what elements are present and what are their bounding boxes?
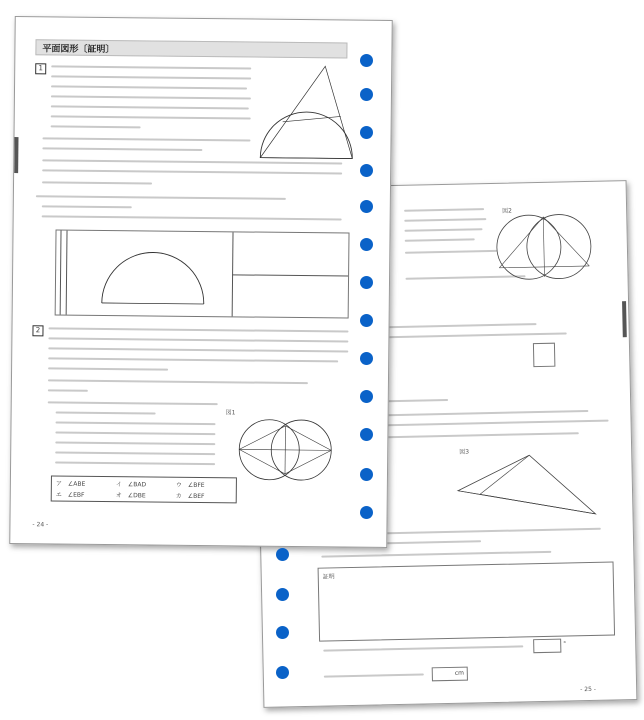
proof-answer-box[interactable] bbox=[318, 561, 615, 641]
text-line bbox=[323, 645, 523, 651]
front-worksheet-page bbox=[9, 16, 393, 548]
answer-box[interactable] bbox=[533, 343, 555, 367]
binder-hole bbox=[276, 666, 289, 679]
answer-box[interactable] bbox=[432, 667, 468, 682]
text-line bbox=[324, 673, 424, 677]
text-line bbox=[42, 147, 202, 151]
page-number: - 24 - bbox=[32, 521, 49, 529]
binder-hole bbox=[360, 276, 373, 289]
text-line bbox=[405, 228, 483, 232]
text-line bbox=[42, 205, 132, 208]
text-line bbox=[381, 528, 601, 535]
text-line bbox=[51, 85, 247, 89]
text-line bbox=[51, 115, 251, 119]
text-line bbox=[42, 215, 342, 220]
text-line bbox=[404, 218, 486, 222]
binder-hole bbox=[360, 126, 373, 139]
binder-hole bbox=[360, 468, 373, 481]
semicircle-figure bbox=[96, 247, 217, 310]
section-title: 平面図形〔証明〕 bbox=[42, 44, 115, 56]
figure-label: 図3 bbox=[459, 448, 470, 456]
text-line bbox=[36, 195, 286, 200]
text-line bbox=[55, 441, 215, 445]
binder-hole bbox=[360, 238, 373, 251]
binder-hole bbox=[360, 164, 373, 177]
text-line bbox=[48, 379, 308, 384]
choice-d: エ ∠EBF bbox=[55, 491, 85, 499]
question-number: 1 bbox=[35, 63, 46, 74]
text-line bbox=[51, 125, 141, 128]
text-line bbox=[48, 347, 348, 352]
text-line bbox=[51, 75, 251, 79]
text-line bbox=[321, 551, 551, 558]
text-line bbox=[369, 420, 609, 427]
unit-label: cm bbox=[454, 669, 465, 677]
choice-b: イ ∠BAD bbox=[115, 481, 147, 489]
intersecting-circles-figure bbox=[488, 206, 600, 288]
figure-label: 図1 bbox=[225, 409, 236, 417]
question-number: 2 bbox=[32, 325, 43, 336]
text-line bbox=[42, 181, 152, 184]
text-line bbox=[56, 421, 216, 425]
choice-e: オ ∠DBE bbox=[115, 492, 146, 500]
binder-hole bbox=[360, 200, 373, 213]
frame-line bbox=[60, 231, 62, 315]
proof-label: 証明 bbox=[322, 573, 335, 581]
text-line bbox=[51, 105, 249, 109]
text-line bbox=[55, 431, 215, 435]
triangle-figure bbox=[449, 452, 600, 525]
text-line bbox=[51, 95, 251, 99]
text-line bbox=[405, 238, 475, 241]
choice-f: カ ∠BEF bbox=[175, 492, 205, 501]
frame-line bbox=[66, 231, 68, 315]
binder-hole bbox=[276, 626, 289, 639]
binder-hole bbox=[276, 548, 289, 561]
frame-line bbox=[232, 274, 348, 276]
text-line bbox=[48, 327, 348, 332]
text-line bbox=[48, 401, 218, 405]
answer-box[interactable] bbox=[533, 639, 561, 654]
section-title-bar bbox=[35, 39, 347, 58]
edge-tab bbox=[622, 301, 627, 337]
semicircle-triangle-figure bbox=[252, 60, 359, 171]
binder-hole bbox=[360, 314, 373, 327]
binder-hole bbox=[360, 390, 373, 403]
choice-c: ウ ∠BFE bbox=[175, 481, 205, 490]
binder-hole bbox=[360, 88, 373, 101]
choice-a: ア ∠ABE bbox=[55, 480, 86, 488]
binder-hole bbox=[360, 428, 373, 441]
binder-hole bbox=[360, 506, 373, 519]
text-line bbox=[48, 389, 88, 391]
edge-tab bbox=[14, 137, 18, 173]
text-line bbox=[48, 357, 338, 362]
text-line bbox=[56, 411, 156, 414]
figure-label: 図2 bbox=[502, 207, 513, 215]
binder-hole bbox=[360, 352, 373, 365]
text-line bbox=[42, 169, 342, 174]
unit-label: ° bbox=[563, 640, 567, 648]
text-line bbox=[405, 250, 497, 254]
binder-hole bbox=[276, 588, 289, 601]
binder-hole bbox=[360, 54, 373, 67]
text-line bbox=[48, 367, 168, 370]
text-line bbox=[55, 451, 215, 455]
two-circles-figure bbox=[225, 411, 346, 482]
choices-table bbox=[51, 475, 237, 503]
text-line bbox=[368, 410, 588, 417]
text-line bbox=[55, 461, 215, 465]
page-number: - 25 - bbox=[580, 685, 597, 694]
text-line bbox=[42, 137, 250, 141]
text-line bbox=[51, 65, 251, 69]
text-line bbox=[404, 208, 484, 212]
construction-answer-area[interactable] bbox=[55, 229, 350, 318]
text-line bbox=[48, 337, 348, 342]
